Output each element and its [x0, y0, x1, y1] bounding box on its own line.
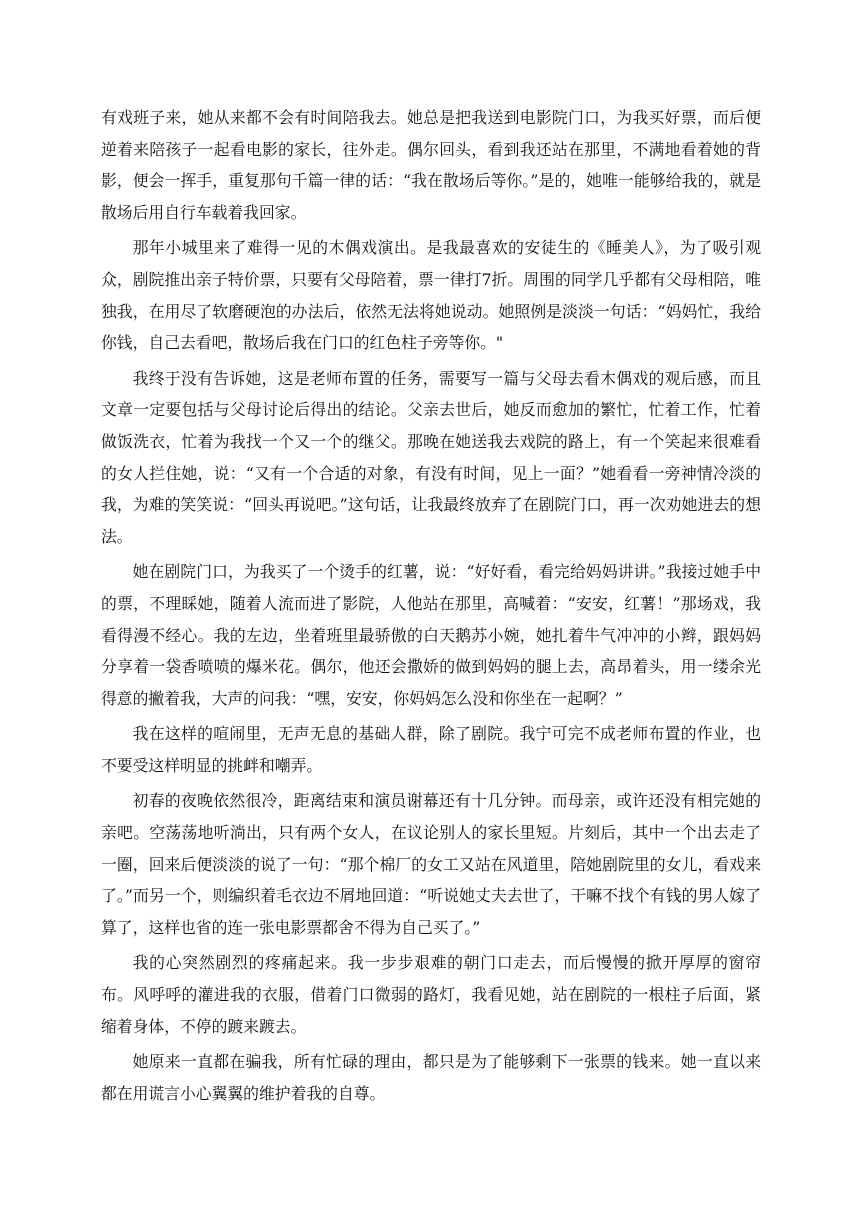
paragraph: 她在剧院门口，为我买了一个烫手的红薯，说：“好好看，看完给妈妈讲讲。”我接过她手中的票，不理睬她，随着人流而进了影院，人他站在那里，高喊着：“安安，红薯！”那场戏，我看得漫不经心。我的左边，坐着班里最骄傲的白天鹅苏小婉，她扎着牛气冲冲的小辫，跟妈妈分享着一袋香喷喷的爆米花。偶尔，他还会撒娇的做到妈妈的腿上去，高昂着头，用一缕余光得意的撇着我，大声的问我：“嘿，安安，你妈妈怎么没和你坐在一起啊？”: [101, 562, 761, 708]
paragraph: 那年小城里来了难得一见的木偶戏演出。是我最喜欢的安徒生的《睡美人》，为了吸引观众，剧院推出亲子特价票，只要有父母陪着，票一律打7折。周围的同学几乎都有父母相陪，唯独我，在用尽了软磨硬泡的办法后，依然无法将她说动。她照例是淡淡一句话：“妈妈忙，我给你钱，自己去看吧，散场后我在门口的红色柱子旁等你。": [101, 238, 761, 353]
paragraph: 我的心突然剧烈的疼痛起来。我一步步艰难的朝门口走去，而后慢慢的掀开厚厚的窗帘布。风呼呼的灌进我的衣服，借着门口微弱的路灯，我看见她，站在剧院的一根柱子后面，紧缩着身体，不停的踱来踱去。: [101, 953, 761, 1036]
paragraph: 她原来一直都在骗我，所有忙碌的理由，都只是为了能够剩下一张票的钱来。她一直以来都在用谎言小心翼翼的维护着我的自尊。: [101, 1052, 761, 1103]
paragraph: 有戏班子来，她从来都不会有时间陪我去。她总是把我送到电影院门口，为我买好票，而后便逆着来陪孩子一起看电影的家长，往外走。偶尔回头，看到我还站在那里，不满地看着她的背影，便会一挥手，重复那句千篇一律的话：“我在散场后等你。”是的，她唯一能够给我的，就是散场后用自行车载着我回家。: [101, 108, 761, 222]
paragraph: 初春的夜晚依然很冷，距离结束和演员谢幕还有十几分钟。而母亲，或许还没有相完她的亲吧。空荡荡地听淌出，只有两个女人，在议论别人的家长里短。片刻后，其中一个出去走了一圈，回来后便淡淡的说了一句：“那个棉厂的女工又站在风道里，陪她剧院里的女儿，看戏来了。”而另一个，则编织着毛衣边不屑地回道：“听说她丈夫去世了，干嘛不找个有钱的男人嫁了算了，这样也省的连一张电影票都舍不得为自己买了。”: [101, 791, 761, 937]
paragraph: 我终于没有告诉她，这是老师布置的任务，需要写一篇与父母去看木偶戏的观后感，而且文章一定要包括与父母讨论后得出的结论。父亲去世后，她反而愈加的繁忙，忙着工作，忙着做饭洗衣，忙着为我找一个又一个的继父。那晚在她送我去戏院的路上，有一个笑起来很难看的女人拦住她，说：“又有一个合适的对象，有没有时间，见上一面？”她看看一旁神情冷淡的我，为难的笑笑说：“回头再说吧。”这句话，让我最终放弃了在剧院门口，再一次劝她进去的想法。: [101, 368, 761, 546]
document-body: [101, 102, 761, 1113]
paragraph: 我在这样的喧闹里，无声无息的基础人群，除了剧院。我宁可完不成老师布置的作业，也不要受这样明显的挑衅和嘲弄。: [101, 724, 761, 775]
